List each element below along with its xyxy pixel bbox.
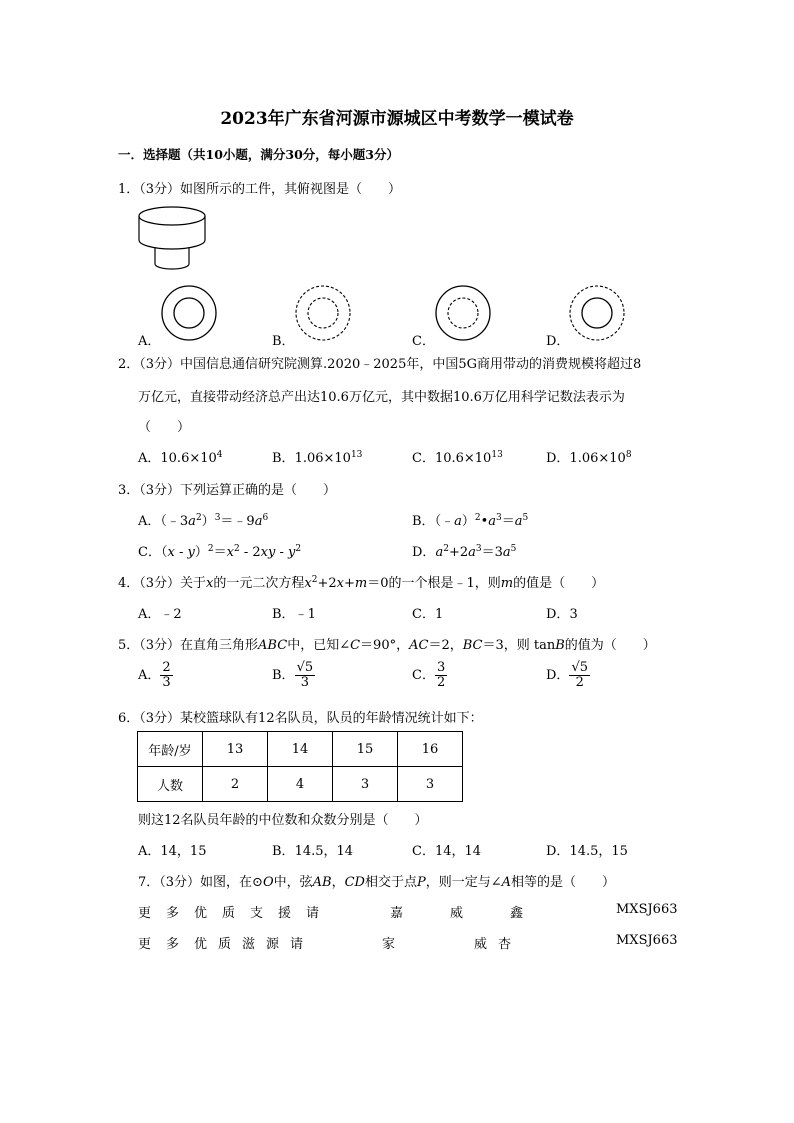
q5-option-d: D． $\frac{√5}{2}$ xyxy=(546,660,589,690)
table-cell: 13 xyxy=(203,732,268,767)
table-cell: 16 xyxy=(398,732,463,767)
q6-option-d: D．14.5，15 xyxy=(546,844,628,859)
fraction: $\frac{2}{3}$ xyxy=(162,660,171,690)
q5-option-b: B． $\frac{√5}{3}$ xyxy=(272,660,314,690)
q3-option-c: C．$(x - y)^2=x^2 - 2xy - y^2$ xyxy=(138,544,302,560)
q6-option-c: C．14，14 xyxy=(412,844,482,859)
fraction: $\frac{√5}{3}$ xyxy=(296,660,314,690)
q3-option-d: D．$a^2+2a^3=3a^5$ xyxy=(412,544,517,560)
question-1-text: 1．（3分）如图所示的工件，其俯视图是（ ） xyxy=(118,182,402,197)
question-5-text: 5．（3分）在直角三角形ABC中，已知∠C＝90°，AC＝2，BC＝3，则 tanB的值为（ ） xyxy=(118,638,656,653)
fraction: $\frac{3}{2}$ xyxy=(436,660,446,690)
fraction: $\frac{√5}{2}$ xyxy=(571,660,589,690)
question-3-text: 3．（3分）下列运算正确的是（ ） xyxy=(118,483,337,498)
option-d-figure xyxy=(568,284,628,344)
table-cell: 3 xyxy=(398,767,463,802)
table-cell: 14 xyxy=(268,732,333,767)
table-cell: 15 xyxy=(333,732,398,767)
section-heading: 一．选择题（共10小题，满分30分，每小题3分） xyxy=(118,147,399,162)
option-c-figure xyxy=(434,284,494,344)
table-cell: 人数 xyxy=(138,767,203,802)
q4-option-a: A．﹣2 xyxy=(138,607,182,622)
q5-option-c: C． $\frac{3}{2}$ xyxy=(412,660,446,690)
question-2-line2: 万亿元，直接带动经济总产出达10.6万亿元，其中数据10.6万亿用科学记数法表示为 xyxy=(138,390,625,405)
q4-option-d: D．3 xyxy=(546,607,578,622)
table-cell: 年龄/岁 xyxy=(138,732,203,767)
table-cell: 3 xyxy=(333,767,398,802)
question-6-prompt: 则这12名队员年龄的中位数和众数分别是（ ） xyxy=(138,813,428,828)
table-row xyxy=(138,732,463,767)
q3-option-a: A．$(﹣3a^2)^3=﹣9a^6$ xyxy=(138,513,269,529)
page-title: 2023年广东省河源市源城区中考数学一模试卷 xyxy=(220,109,574,129)
q5-option-a: A． $\frac{2}{3}$ xyxy=(138,660,171,690)
q6-option-b: B．14.5，14 xyxy=(272,844,354,859)
workpiece-figure xyxy=(138,204,208,274)
q1-option-b-label: B． xyxy=(272,334,295,349)
q2-option-a: A．$10.6\times 10^4$ xyxy=(138,450,223,466)
table-cell: 4 xyxy=(268,767,333,802)
q2-option-b: B．$1.06\times 10^{13}$ xyxy=(272,450,363,466)
q1-option-c-label: C． xyxy=(412,334,435,349)
table-row xyxy=(138,767,463,802)
table-cell: 2 xyxy=(203,767,268,802)
q2-option-c: C．$10.6\times 10^{13}$ xyxy=(412,450,503,466)
q4-option-b: B．﹣1 xyxy=(272,607,316,622)
question-7-text: 7．（3分）如图，在⊙O中，弦AB，CD相交于点P，则一定与∠A相等的是（ ） xyxy=(138,875,616,890)
age-stats-table xyxy=(137,731,463,802)
question-2-line1: 2．（3分）中国信息通信研究院测算.2020﹣2025年，中国5G商用带动的消费规模将超过8 xyxy=(118,357,642,372)
q4-option-c: C．1 xyxy=(412,607,444,622)
q2-option-d: D．$1.06\times 10^8$ xyxy=(546,450,632,466)
option-a-figure xyxy=(160,284,220,344)
q1-option-a-label: A． xyxy=(138,334,161,349)
question-2-line3: （ ） xyxy=(138,420,191,435)
q6-option-a: A．14，15 xyxy=(138,844,207,859)
q1-option-d-label: D． xyxy=(546,334,570,349)
question-4-text: 4．（3分）关于x的一元二次方程$x^2+2x+m=0$的一个根是﹣1，则m的值是（ ） xyxy=(118,575,605,591)
q3-option-b: B．$(﹣a)^2•a^3=a^5$ xyxy=(412,513,529,529)
option-b-figure xyxy=(294,284,354,344)
question-6-text: 6．（3分）某校篮球队有12名队员，队员的年龄情况统计如下： xyxy=(118,711,483,726)
